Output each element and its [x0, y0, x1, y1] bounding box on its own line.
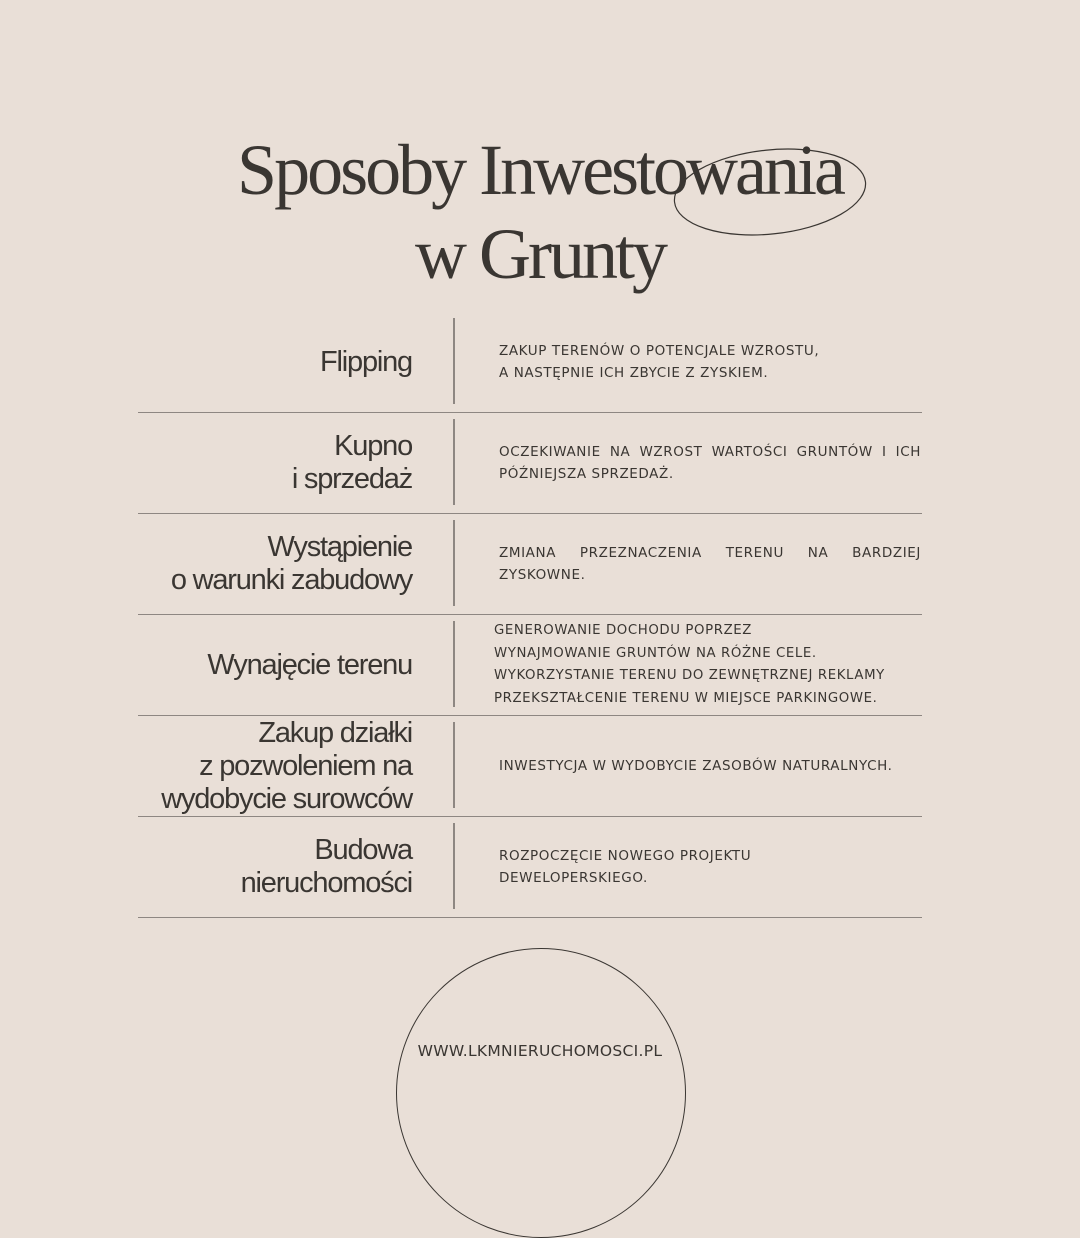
vertical-divider: [453, 419, 455, 505]
vertical-divider: [453, 318, 455, 404]
row-name: Flipping: [320, 345, 412, 378]
row-name: Zakup działki z pozwoleniem na wydobycie surowców: [161, 716, 412, 815]
row-name: Wynajęcie terenu: [207, 648, 412, 681]
vertical-divider: [453, 621, 455, 707]
vertical-divider: [453, 823, 455, 909]
title-line-1: Sposoby Inwestowania: [237, 130, 843, 210]
table-row: [138, 615, 922, 716]
table-row: [138, 514, 922, 615]
row-description: ZMIANA PRZEZNACZENIA TERENU NA BARDZIEJ ZYSKOWNE.: [499, 545, 921, 583]
row-description: GENEROWANIE DOCHODU POPRZEZ WYNAJMOWANIE GRUNTÓW NA RÓŻNE CELE. WYKORZYSTANIE TERENU DO ZEWNĘTRZNEJ REKLAMY PRZEKSZTAŁCENIE TERENU W MIEJSCE PARKINGOWE.: [494, 623, 885, 706]
row-name: Wystąpienie o warunki zabudowy: [170, 531, 412, 596]
footer-circle-decoration: [396, 948, 686, 1238]
table-row: [138, 413, 922, 514]
row-description: INWESTYCJA W WYDOBYCIE ZASOBÓW NATURALNYCH.: [499, 758, 893, 774]
table-row: [138, 312, 922, 413]
row-name: Kupno i sprzedaż: [291, 430, 412, 495]
table-row: [138, 716, 922, 817]
vertical-divider: [453, 722, 455, 808]
vertical-divider: [453, 520, 455, 606]
row-description: ROZPOCZĘCIE NOWEGO PROJEKTU DEWELOPERSKIEGO.: [499, 848, 752, 886]
website-url: WWW.LKMNIERUCHOMOSCI.PL: [417, 1042, 663, 1060]
title-line-2: w Grunty: [415, 214, 665, 294]
row-description: ZAKUP TERENÓW O POTENCJALE WZROSTU, A NASTĘPNIE ICH ZBYCIE Z ZYSKIEM.: [499, 343, 820, 381]
row-description: OCZEKIWANIE NA WZROST WARTOŚCI GRUNTÓW I ICH PÓŹNIEJSZA SPRZEDAŻ.: [499, 444, 921, 482]
title-oval-decoration: [0, 0, 1080, 300]
investment-table: [138, 312, 922, 918]
table-row: [138, 817, 922, 918]
row-name: Budowa nieruchomości: [240, 834, 412, 899]
